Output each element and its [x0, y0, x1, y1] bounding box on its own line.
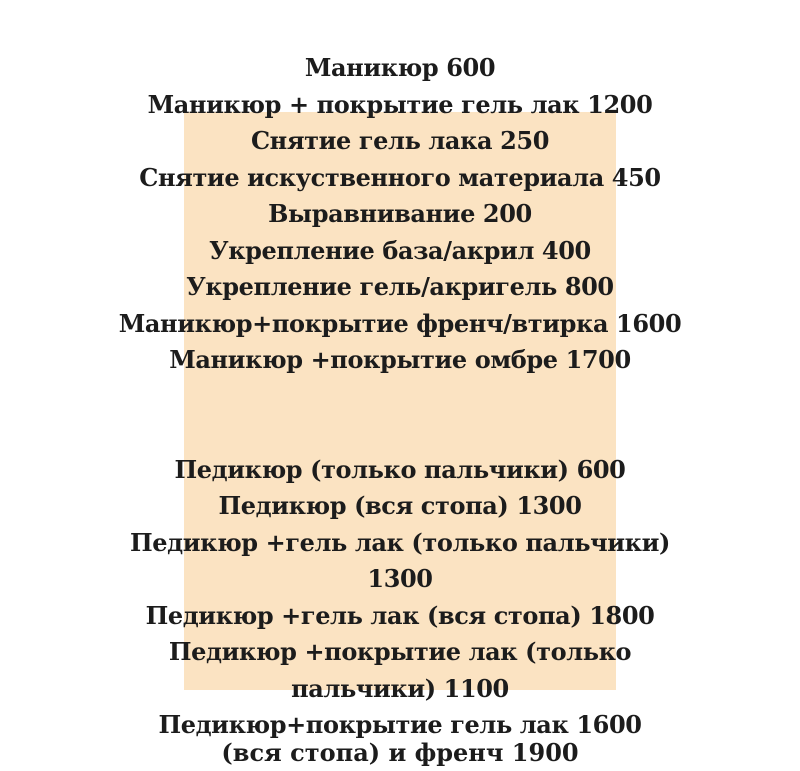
price-line: Маникюр+покрытие френч/втирка 1600 — [118, 308, 682, 338]
price-line: Педикюр +гель лак (только пальчики) — [130, 527, 670, 557]
cut-off-price-line: (вся стопа) и френч 1900 — [221, 738, 579, 767]
price-list — [0, 50, 800, 744]
price-line: Укрепление база/акрил 400 — [209, 235, 591, 265]
price-line: Укрепление гель/акригель 800 — [186, 272, 614, 301]
price-line: Педикюр+покрытие гель лак 1600 — [158, 710, 642, 739]
price-line: пальчики) 1100 — [291, 673, 509, 703]
price-line: 1300 — [367, 564, 433, 593]
price-line: Маникюр 600 — [304, 53, 496, 82]
manicure-section — [0, 50, 800, 379]
price-line: Маникюр + покрытие гель лак 1200 — [147, 89, 653, 119]
section-gap — [0, 379, 800, 452]
price-line: Педикюр +гель лак (вся стопа) 1800 — [145, 600, 655, 630]
price-line: Маникюр +покрытие омбре 1700 — [169, 345, 631, 374]
price-line: Педикюр +покрытие лак (только — [168, 637, 632, 666]
price-line: Педикюр (только пальчики) 600 — [174, 454, 626, 484]
price-line: Снятие гель лака 250 — [250, 126, 550, 155]
price-line: Снятие искуственного материала 450 — [139, 162, 661, 192]
pedicure-section — [0, 452, 800, 744]
price-line: Выравнивание 200 — [268, 199, 532, 228]
price-line: Педикюр (вся стопа) 1300 — [218, 491, 582, 520]
